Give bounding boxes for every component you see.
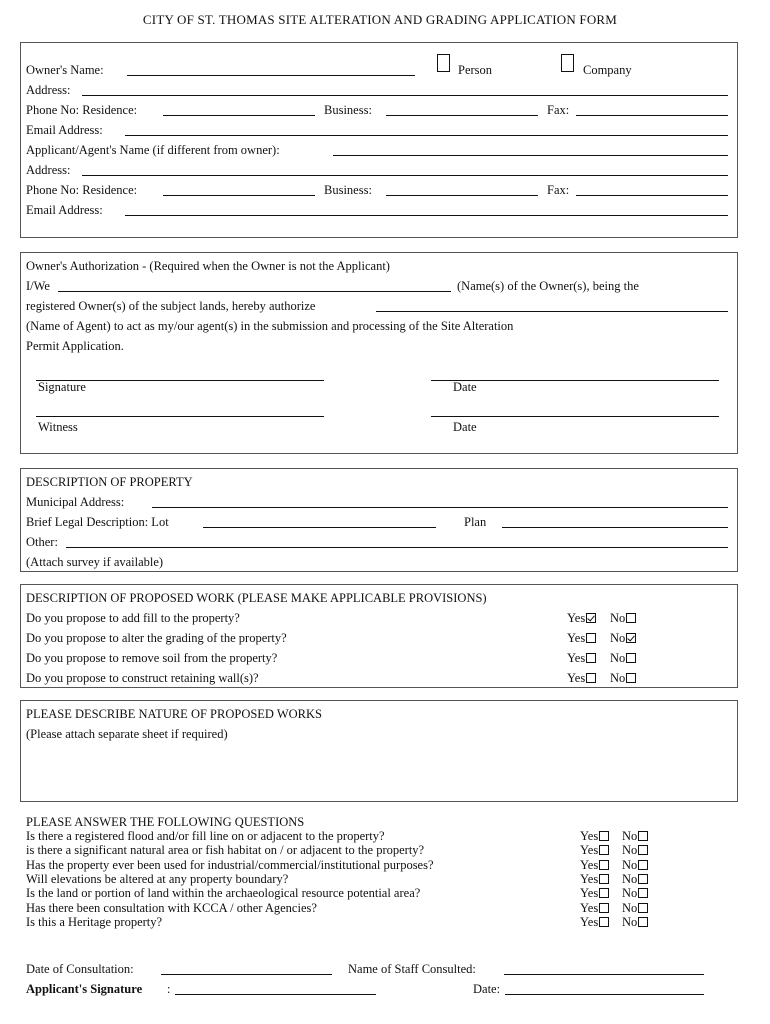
no-label: No	[622, 886, 638, 901]
owner-name-field[interactable]	[127, 75, 415, 76]
permit-text: Permit Application.	[26, 339, 124, 353]
witness-date-field[interactable]	[431, 416, 719, 417]
property-heading: DESCRIPTION OF PROPERTY	[26, 475, 193, 489]
yes-option[interactable]	[580, 914, 609, 930]
authorization-heading: Owner's Authorization - (Required when the Owner is not the Applicant)	[26, 259, 390, 273]
yes-option[interactable]	[567, 630, 596, 646]
yes-label: Yes	[567, 671, 586, 685]
proposed-work-row	[26, 630, 770, 646]
staff-consulted-field[interactable]	[504, 974, 704, 975]
question-text: Is this a Heritage property?	[26, 914, 163, 929]
no-label: No	[622, 843, 638, 858]
yes-option[interactable]	[567, 670, 596, 686]
owner-business-label: Business:	[324, 103, 372, 117]
other-label: Other:	[26, 535, 58, 549]
no-option[interactable]	[610, 630, 636, 646]
legal-label: Brief Legal Description: Lot	[26, 515, 169, 529]
owner-address-field[interactable]	[82, 95, 728, 96]
yes-checkbox[interactable]	[599, 831, 609, 841]
yes-label: Yes	[580, 871, 599, 886]
property-heading-row	[26, 474, 770, 490]
owner-phone-row	[26, 102, 770, 118]
owner-fax-field[interactable]	[576, 115, 728, 116]
questions-heading: PLEASE ANSWER THE FOLLOWING QUESTIONS	[26, 815, 305, 829]
yes-label: Yes	[567, 651, 586, 665]
agent-address-field[interactable]	[82, 175, 728, 176]
iwe-label: I/We	[26, 279, 50, 293]
yes-checkbox[interactable]	[599, 903, 609, 913]
yes-checkbox[interactable]	[599, 874, 609, 884]
nature-note: (Please attach separate sheet if required)	[26, 727, 228, 741]
municipal-row	[26, 494, 770, 510]
no-checkbox[interactable]	[626, 653, 636, 663]
yes-checkbox[interactable]	[599, 917, 609, 927]
applicant-date-field[interactable]	[505, 994, 704, 995]
nature-note-row	[26, 726, 770, 742]
agent-phone-residence-label: Phone No: Residence:	[26, 183, 138, 197]
owner-address-row	[26, 82, 770, 98]
yes-checkbox[interactable]	[599, 845, 609, 855]
staff-consulted-label: Name of Staff Consulted:	[348, 962, 476, 976]
no-checkbox[interactable]	[626, 613, 636, 623]
owner-names-label: (Name(s) of the Owner(s), being the	[457, 279, 639, 293]
iwe-row	[26, 278, 770, 294]
proposed-work-heading-row	[26, 590, 770, 606]
consultation-row	[26, 961, 770, 977]
owner-email-field[interactable]	[125, 135, 728, 136]
municipal-label: Municipal Address:	[26, 495, 125, 509]
owner-email-row	[26, 122, 770, 138]
signature-date-label: Date	[453, 380, 477, 394]
agent-email-field[interactable]	[125, 215, 728, 216]
owner-address-label: Address:	[26, 83, 71, 97]
registered-row	[26, 298, 770, 314]
owner-email-label: Email Address:	[26, 123, 103, 137]
yes-label: Yes	[580, 857, 599, 872]
question-text: is there a significant natural area or fish habitat on / or adjacent to the property?	[26, 843, 425, 858]
plan-field[interactable]	[502, 527, 728, 528]
yes-checkbox[interactable]	[586, 613, 596, 623]
yes-label: Yes	[580, 829, 599, 843]
proposed-work-question: Do you propose to add fill to the property?	[26, 611, 240, 625]
no-option[interactable]	[610, 650, 636, 666]
proposed-work-question: Do you propose to construct retaining wall(s)?	[26, 671, 259, 685]
witness-label-row	[26, 419, 770, 435]
yes-checkbox[interactable]	[586, 633, 596, 643]
question-text: Is the land or portion of land within the archaeological resource potential area?	[26, 886, 421, 901]
permit-text-row	[26, 338, 770, 354]
agent-phone-row	[26, 182, 770, 198]
yes-label: Yes	[567, 631, 586, 645]
no-label: No	[610, 611, 626, 625]
question-text: Has there been consultation with KCCA / other Agencies?	[26, 900, 317, 915]
owner-fax-label: Fax:	[547, 103, 570, 117]
applicant-signature-colon: :	[167, 982, 171, 996]
owner-names-field[interactable]	[58, 291, 451, 292]
person-label: Person	[458, 63, 493, 77]
no-checkbox[interactable]	[638, 888, 648, 898]
question-text: Is there a registered flood and/or fill line on or adjacent to the property?	[26, 829, 385, 843]
owner-phone-residence-field[interactable]	[163, 115, 315, 116]
witness-field[interactable]	[36, 416, 324, 417]
no-checkbox[interactable]	[638, 917, 648, 927]
proposed-work-row	[26, 650, 770, 666]
yes-label: Yes	[567, 611, 586, 625]
survey-row	[26, 554, 770, 570]
registered-label: registered Owner(s) of the subject lands, hereby authorize	[26, 299, 316, 313]
no-label: No	[610, 671, 626, 685]
question-text: Has the property ever been used for industrial/commercial/institutional purposes?	[26, 857, 434, 872]
form-title: CITY OF ST. THOMAS SITE ALTERATION AND GRADING APPLICATION FORM	[142, 12, 618, 27]
no-checkbox[interactable]	[626, 673, 636, 683]
agent-fax-field[interactable]	[576, 195, 728, 196]
agent-business-label: Business:	[324, 183, 372, 197]
agent-address-label: Address:	[26, 163, 71, 177]
no-label: No	[622, 829, 638, 843]
agent-email-label: Email Address:	[26, 203, 103, 217]
consultation-date-label: Date of Consultation:	[26, 962, 134, 976]
agent-text-row	[26, 318, 770, 334]
agent-text: (Name of Agent) to act as my/our agent(s) in the submission and processing of the Site Alteration	[26, 319, 514, 333]
company-label: Company	[583, 63, 632, 77]
agent-email-row	[26, 202, 770, 218]
plan-label: Plan	[464, 515, 487, 529]
proposed-work-row	[26, 670, 770, 686]
yes-option[interactable]	[567, 610, 596, 626]
owner-business-field[interactable]	[386, 115, 538, 116]
other-row	[26, 534, 770, 550]
witness-date-label: Date	[453, 420, 477, 434]
nature-heading: PLEASE DESCRIBE NATURE OF PROPOSED WORKS	[26, 707, 322, 721]
agent-address-row	[26, 162, 770, 178]
no-label: No	[622, 900, 638, 915]
person-checkbox[interactable]	[436, 54, 450, 72]
survey-note: (Attach survey if available)	[26, 555, 164, 569]
witness-line-row	[26, 403, 770, 419]
company-checkbox[interactable]	[560, 54, 574, 72]
nature-heading-row	[26, 706, 770, 722]
lot-field[interactable]	[203, 527, 436, 528]
owner-phone-residence-label: Phone No: Residence:	[26, 103, 138, 117]
no-option[interactable]	[610, 610, 636, 626]
yes-checkbox[interactable]	[599, 860, 609, 870]
no-checkbox[interactable]	[638, 831, 648, 841]
yes-label: Yes	[580, 886, 599, 901]
no-label: No	[622, 914, 638, 929]
other-field[interactable]	[66, 547, 728, 548]
proposed-work-row	[26, 610, 770, 626]
agent-authorized-field[interactable]	[376, 311, 728, 312]
no-checkbox[interactable]	[638, 845, 648, 855]
authorization-heading-row	[26, 258, 770, 274]
yes-checkbox[interactable]	[599, 888, 609, 898]
witness-label: Witness	[38, 420, 78, 434]
applicant-signature-label: Applicant's Signature	[26, 982, 143, 996]
yes-label: Yes	[580, 843, 599, 858]
consultation-date-field[interactable]	[161, 974, 332, 975]
proposed-work-question: Do you propose to remove soil from the property?	[26, 651, 278, 665]
no-option[interactable]	[610, 670, 636, 686]
no-label: No	[610, 631, 626, 645]
yes-label: Yes	[580, 914, 599, 929]
yes-label: Yes	[580, 900, 599, 915]
agent-fax-label: Fax:	[547, 183, 570, 197]
agent-phone-residence-field[interactable]	[163, 195, 315, 196]
applicant-signature-field[interactable]	[175, 994, 376, 995]
signature-label-row	[26, 379, 770, 395]
proposed-work-question: Do you propose to alter the grading of the property?	[26, 631, 287, 645]
no-checkbox[interactable]	[638, 903, 648, 913]
no-label: No	[622, 871, 638, 886]
owner-name-row	[26, 62, 770, 78]
proposed-work-heading: DESCRIPTION OF PROPOSED WORK (PLEASE MAKE APPLICABLE PROVISIONS)	[26, 591, 487, 605]
no-checkbox[interactable]	[638, 860, 648, 870]
question-row	[26, 914, 770, 930]
applicant-date-label: Date:	[473, 982, 501, 996]
agent-business-field[interactable]	[386, 195, 538, 196]
nature-description-area[interactable]	[24, 746, 734, 798]
agent-name-label: Applicant/Agent's Name (if different from owner):	[26, 143, 280, 157]
applicant-signature-row	[26, 981, 770, 997]
owner-name-label: Owner's Name:	[26, 63, 104, 77]
yes-option[interactable]	[567, 650, 596, 666]
no-checkbox[interactable]	[638, 874, 648, 884]
no-label: No	[610, 651, 626, 665]
no-checkbox[interactable]	[626, 633, 636, 643]
question-text: Will elevations be altered at any property boundary?	[26, 871, 289, 886]
agent-name-field[interactable]	[333, 155, 728, 156]
yes-checkbox[interactable]	[586, 653, 596, 663]
signature-label: Signature	[38, 380, 86, 394]
yes-checkbox[interactable]	[586, 673, 596, 683]
no-label: No	[622, 857, 638, 872]
legal-row	[26, 514, 770, 530]
agent-name-row	[26, 142, 770, 158]
municipal-address-field[interactable]	[152, 507, 728, 508]
no-option[interactable]	[622, 914, 648, 930]
